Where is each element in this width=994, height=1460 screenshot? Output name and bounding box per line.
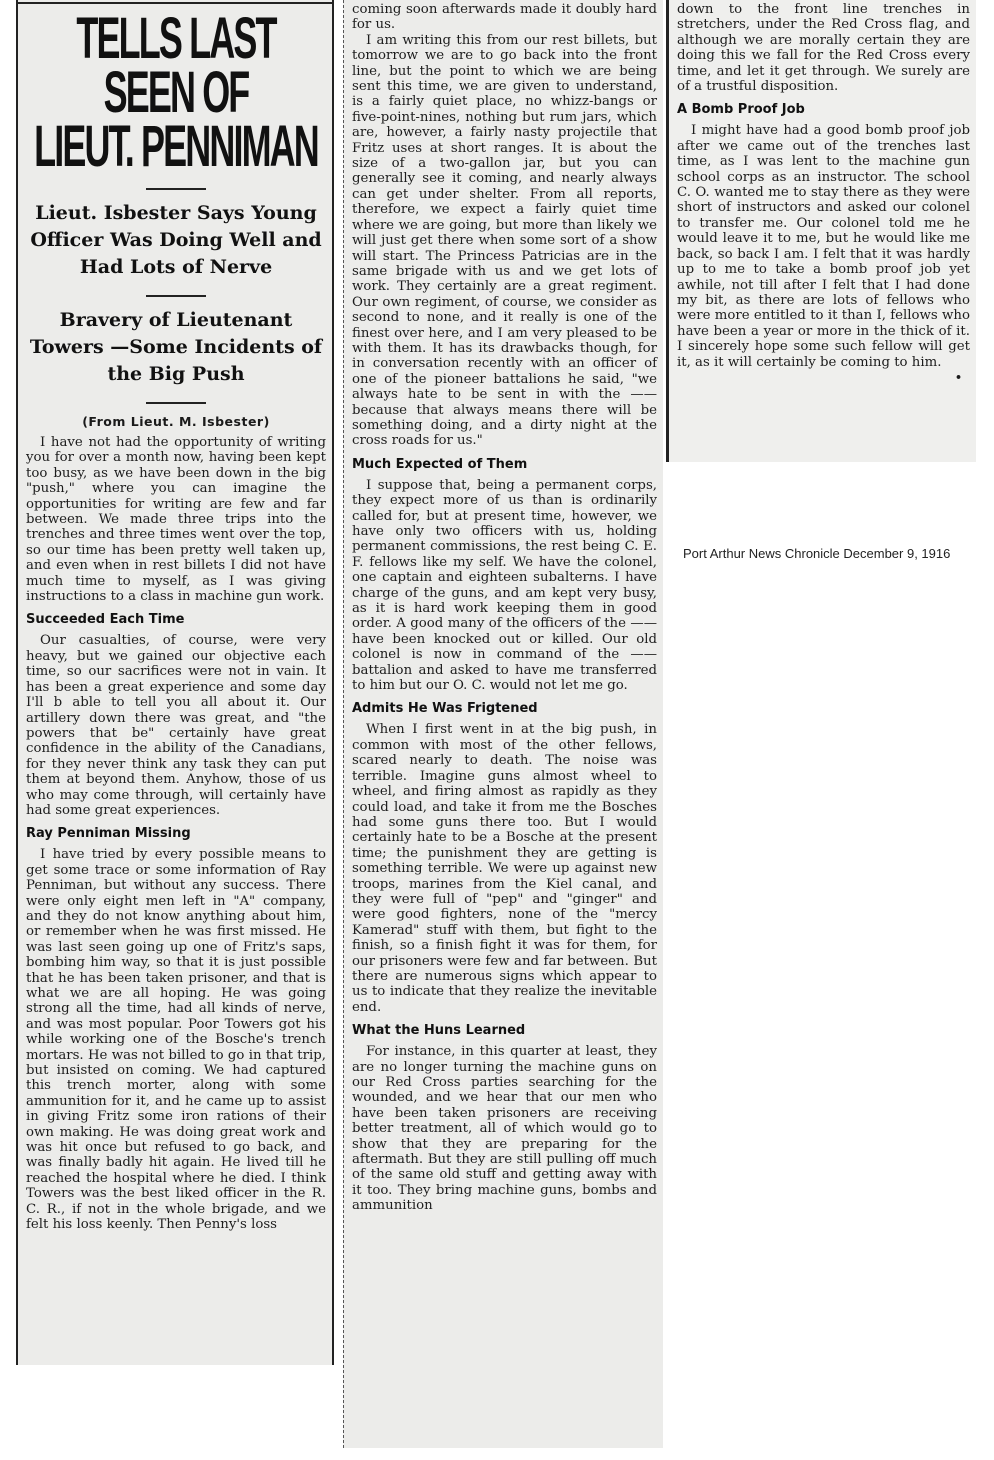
paragraph-continued: coming soon afterwards made it doubly hard for us. [352,2,657,33]
subhead: Much Expected of Them [352,456,528,472]
paragraph: When I first went in at the big push, in common with most of the other fellows, scared nearly to death. The noise was terrible. Imagine guns almost wheel to wheel, and firing almost as rapidly as they could load, and take it from me the Bosches had some guns there too. But I would certainly hate to be a Bosche at the present time; the punishment they are getting is something terrible. We were up against new troops, marines from the Kiel canal, and they were full of "pep" and "ginger" and were good fighters, none of the "mercy Kamerad" stuff with them, but fight to the finish, so a finish fight it was for them, for our prisoners were few and far between. But there are numerous signs which appear to us to indicate that they realize the inevitable end. [352,722,657,1015]
divider-rule [146,188,206,190]
deck-1: Lieut. Isbester Says Young Officer Was Doing Well and Had Lots of Nerve [30,202,322,278]
subhead: What the Huns Learned [352,1023,526,1039]
divider-rule [146,295,206,297]
paragraph: I suppose that, being a permanent corps, they expect more of us than is ordinarily called for, but at present time, however, we have only two officers with us, holding permanent commissions, the rest being C. E. F. fellows like my self. We have the colonel, one captain and eighteen subalterns. I have charge of the guns, and am kept very busy, as it is hard work keeping them in good order. A good many of the officers of the —— have been knocked out or killed. Our old colonel is now in command of the —— battalion and asked to have me transferred to him but our O. C. would not let me go. [352,477,657,694]
paragraph: I have not had the opportunity of writing you for over a month now, having been kept too busy, as we have been down in the big "push," where you can imagine the opportunities for writing are few and far between. We made three trips into the trenches and three times went over the top, so our time has been pretty well taken up, and even when in rest billets I did not have much time to myself, as I was giving instructions to a class in machine gun work. [26,435,326,605]
divider-rule [146,402,206,404]
end-mark: • [954,370,962,384]
paragraph: Our casualties, of course, were very heavy, but we gained our objective each time, so our sacrifices were not in vain. It has been a great experience and some day I'll b able to tell you all about it. Our artillery down there was great, and "the powers that be" certainly have great confidence in the ability of the Canadians, for they never think any task they can put them at beyond them. Anyhow, those of us who may come through, will certainly have had some great experiences. [26,633,326,818]
paragraph [677,123,970,384]
clipping-column-2 [343,0,663,1448]
byline: (From Lieut. M. Isbester) [82,414,270,429]
paragraph: For instance, in this quarter at least, they are no longer turning the machine guns on our Red Cross parties searching for the wounded, and we hear that our men who have been taken prisoners are receiving better treatment, all of which would go to show that they are preparing for the aftermath. But they are still pulling off much of the same old stuff and getting away with it too. They bring machine guns, bombs and ammunition [352,1044,657,1214]
paragraph-continued: down to the front line trenches in stretchers, under the Red Cross flag, and although we are morally certain they are doing this we fall for the Red Cross every time, and let it get through. We surely are of a trustful disposition. [677,2,970,95]
clipping-column-1 [16,0,334,1365]
headline-line-1: TELLS LAST SEEN OF [76,6,276,125]
paragraph: I have tried by every possible means to get some trace or some information of Ray Penniman, but without any success. There were only eight men left in "A" company, and they do not know anything about him, or remember when he was first missed. He was last seen going up one of Fritz's saps, bombing him way, so that it is just possible that he has been taken prisoner, and that is what we are all hoping. He was going strong all the time, had all kinds of nerve, and was most popular. Poor Towers got his while working one of the Bosche's trench mortars. He was not billed to go in that trip, but insisted on coming. We had captured this trench morter, along with some ammunition for it, and he came up to assist in giving Fritz some iron rations of their own making. He was doing great work and was hit once but refused to go back, and was finally badly hit again. He lived till he reached the hospital where he died. I think Towers was the best liked officer in the R. C. R., if not in the whole brigade, and we felt his loss keenly. Then Penny's loss [26,847,326,1233]
source-caption: Port Arthur News Chronicle December 9, 1916 [683,546,951,561]
clipping-column-3 [666,0,976,462]
paragraph-text: I might have had a good bomb proof job after we came out of the trenches last time, as I was lent to the machine gun school corps as an instructor. The school C. O. wanted me to stay there as they were short of instructors and asked our colonel to transfer me. Our colonel told me he would leave it to me, but he would like me back, so back I am. I felt that it was hardly up to me to take a bomb proof job yet awhile, not till after I felt that I had done my bit, as there are lots of fellows who were more entitled to it than I, fellows who have been a year or more in the thick of it. I sincerely hope some such fellow will get it, as it will certainly be coming to him. [677,123,970,370]
subhead: Succeeded Each Time [26,612,185,628]
subhead: Admits He Was Frigtened [352,701,538,717]
headline [27,6,325,179]
subhead: Ray Penniman Missing [26,826,191,842]
headline-line-2: LIEUT. PENNIMAN [34,114,318,179]
paragraph: I am writing this from our rest billets, but tomorrow we are to go back into the front line, but the point to which we are being sent this time, we are given to understand, is a fairly quiet place, no whizz-bangs or five-point-nines, nothing but rum jars, which are, however, a fairly nasty projectile that Fritz uses at short ranges. It is about the size of a two-gallon jar, but you can generally see it coming, and nearly always can get under shelter. From all reports, therefore, we expect a fairly quiet time where we are going, but more than likely we will just get there when some sort of a show will start. The Princess Patricias are in the same brigade with us and we get lots of work. They certainly are a great regiment. Our own regiment, of course, we consider as second to none, and it really is one of the finest over here, and I am very pleased to be with them. It has its drawbacks though, for in conversation recently with an officer of one of the pioneer battalions he said, "we always hate to be sent in with the —— because that always means there will be something doing, and a dirty night at the cross roads for us." [352,32,657,449]
subhead: A Bomb Proof Job [677,102,805,118]
deck-2: Bravery of Lieutenant Towers —Some Incidents of the Big Push [29,309,323,385]
